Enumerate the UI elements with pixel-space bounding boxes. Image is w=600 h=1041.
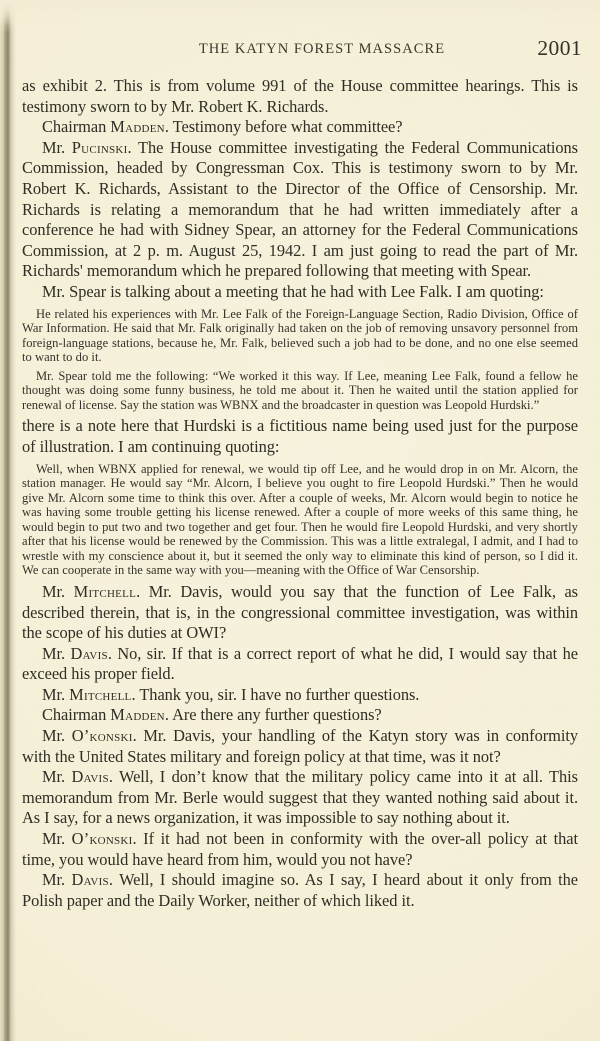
paragraph-spear-meeting-lee-falk: Mr. Spear is talking about a meeting that he had with Lee Falk. I am quoting: <box>42 281 544 301</box>
running-head <box>22 36 582 65</box>
speaker-name: O’konski <box>71 829 133 849</box>
paragraph-okonski-handling-katyn-story: Mr. O’konski. Mr. Davis, your handling of the Katyn story was in conformity with the United States military and foreign policy at that time, was it not? <box>22 726 578 766</box>
paragraph-davis-military-policy: Mr. Davis. Well, I don’t know that the military policy came into it at all. This memorandum from Mr. Berle would suggest that they wanted nothing said about it. As I say, for a news organization, it was impossible to say nothing about it. <box>22 767 578 828</box>
extract-he-related-his-experiences: He related his experiences with Mr. Lee Falk of the Foreign-Language Section, Radio Division, Office of War Information. He said that Mr. Falk originally had taken on the job of removing unsavory personnel from foreign-language stations, because he, Mr. Falk, believed such a job had to be done, and no one else seemed to want to do it. <box>22 306 578 365</box>
paragraph-mitchell-function-of-lee-falk: Mr. Mitchell. Mr. Davis, would you say that the function of Lee Falk, as described therein, that is, in the congressional committee investigation, was within the scope of his duties at OWI? <box>22 581 578 643</box>
speaker-name: Madden <box>110 117 165 137</box>
speaker-name: Pucinski <box>71 137 128 157</box>
paragraph-mitchell-thank-you: Mr. Mitchell. Thank you, sir. I have no further questions. <box>42 684 420 704</box>
paragraph-pucinski-house-committee: Mr. Pucinski. The House committee investigating the Federal Communications Commission, headed by Congressman Cox. This is testimony sworn to by Mr. Robert K. Richards, Assistant to the Director of the Office of Censorship. Mr. Richards is relating a memorandum that he had written immediately after a conference he had with Sidney Spear, an attorney for the Federal Communications Commission, at 2 p. m. August 25, 1942. I am just going to read the part of Mr. Richards' memorandum which he prepared following that meeting with Spear. <box>22 137 578 281</box>
page-title: THE KATYN FOREST MASSACRE <box>198 41 446 57</box>
paragraph-davis-no-sir: Mr. Davis. No, sir. If that is a correct report of what he did, I would say that he exceed his proper field. <box>22 643 578 684</box>
paragraph-okonski-over-all-policy: Mr. O’konski. If it had not been in conformity with the over-all policy at that time, you would have heard from him, would you not have? <box>22 829 578 869</box>
paragraph-madden-any-further-questions: Chairman Madden. Are there any further questions? <box>42 705 382 725</box>
speaker-name: Davis <box>71 870 109 890</box>
speaker-name: O’konski <box>71 726 133 746</box>
speaker-name: Davis <box>70 643 108 663</box>
speaker-name: Davis <box>71 767 109 787</box>
paragraph-note-hurdski-fictitious: there is a note here that Hurdski is a fictitious name being used just for the purpose of illustration. I am continuing quoting: <box>22 416 578 456</box>
speaker-name: Mitchell <box>69 684 132 704</box>
page-number: 2001 <box>537 36 582 60</box>
extract-spear-told-me-the-following: Mr. Spear told me the following: “We worked it this way. If Lee, meaning Lee Falk, found a fellow he thought was doing some funny business, he told me about it. Then he waited until the station applied for renewal of license. Say the station was WBNX and the broadcaster in question was Leopold Hurdski.” <box>22 368 578 412</box>
body-text-column <box>22 76 578 911</box>
paragraph-madden-testimony-before: Chairman Madden. Testimony before what committee? <box>42 117 403 137</box>
extract-well-when-wbnx-applied: Well, when WBNX applied for renewal, we would tip off Lee, and he would drop in on Mr. Alcorn, the station manager. He would say “Mr. Alcorn, I believe you ought to fire Leopold Hurdski.” Then he would give Mr. Alcorn some time to think this over. After a couple of weeks, Mr. Alcorn would begin to notice he was having some trouble getting his license renewed. After a couple of more weeks of this same thing, he would begin to put two and two together and get four. Then he would fire Leopold Hurdski, and very shortly after that his license would be renewed by the Commission. This was a little extralegal, I admit, and I had to wrestle with my conscience about it, but it seemed the only way to eliminate this kind of person, so I did it. We can cooperate in the same way with you—meaning with the Office of War Censorship. <box>22 461 578 578</box>
speaker-name: Mitchell <box>73 581 137 601</box>
paragraph-exhibit-2: as exhibit 2. This is from volume 991 of the House committee hearings. This is testimony sworn to by Mr. Robert K. Richards. <box>22 76 578 116</box>
speaker-name: Madden <box>110 705 165 725</box>
paragraph-davis-should-imagine-so: Mr. Davis. Well, I should imagine so. As I say, I heard about it only from the Polish paper and the Daily Worker, neither of which liked it. <box>22 870 579 910</box>
